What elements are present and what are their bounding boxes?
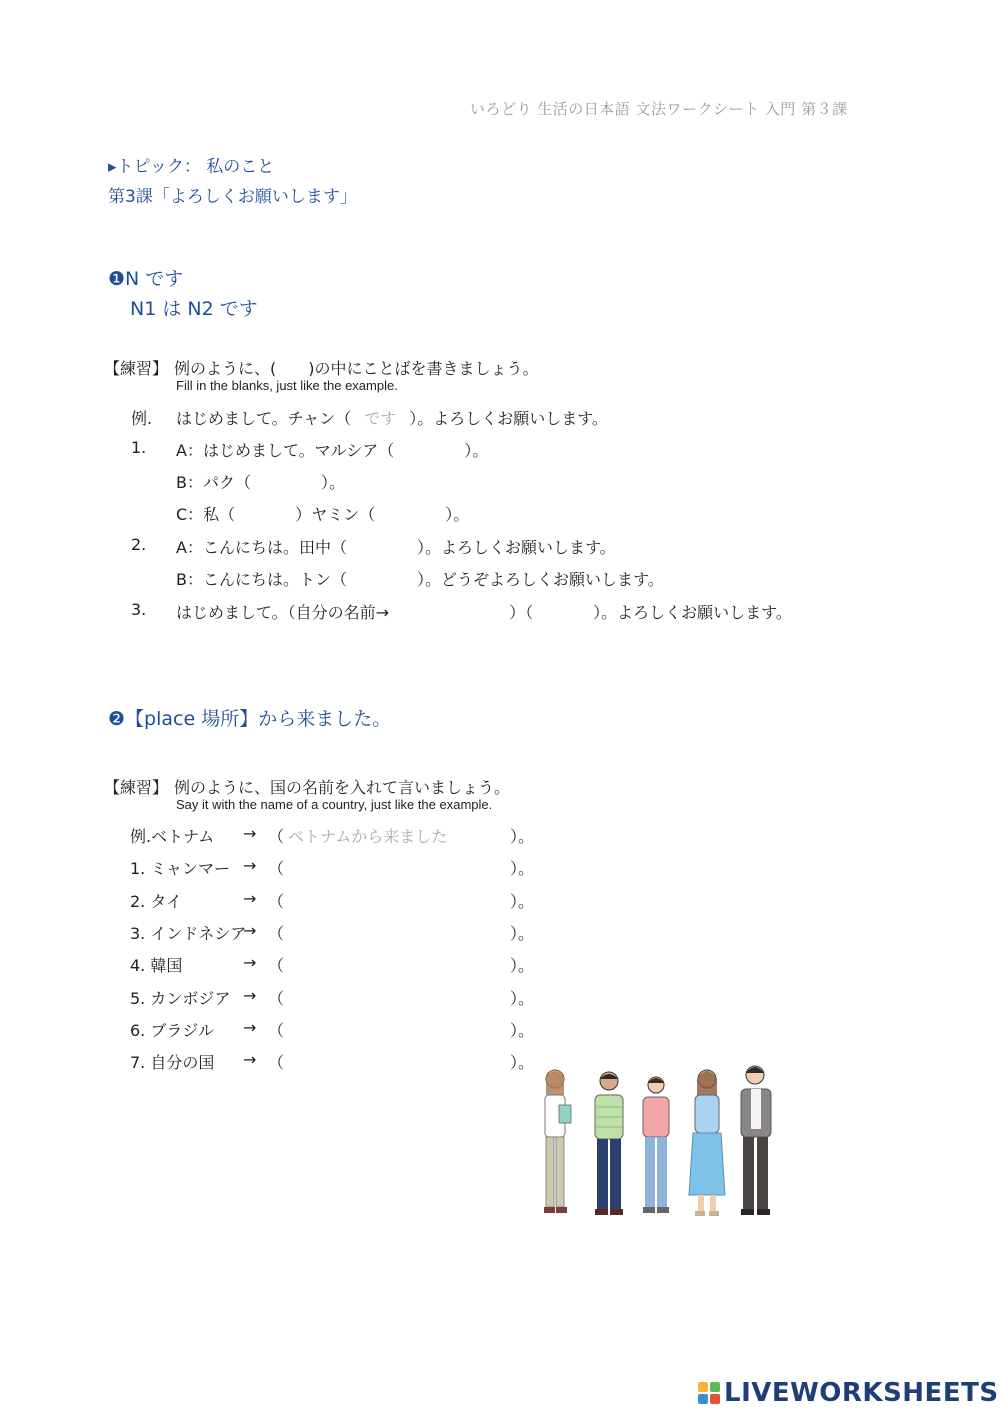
example-before: はじめまして。チャン（ bbox=[176, 409, 352, 428]
close-paren: ）。 bbox=[510, 859, 535, 878]
item-text: B：パク（ bbox=[176, 473, 251, 492]
example-number: 例. bbox=[131, 409, 153, 428]
answer-blank[interactable] bbox=[375, 506, 445, 526]
person-illustration bbox=[741, 1066, 771, 1215]
item-text: C：私（ bbox=[176, 505, 236, 524]
item-1c bbox=[176, 502, 469, 526]
item-text: A：こんにちは。田中（ bbox=[176, 538, 347, 557]
arrow-icon: → bbox=[243, 1050, 257, 1069]
item-1b bbox=[176, 470, 345, 494]
answer-blank[interactable] bbox=[235, 506, 295, 526]
section2-instruction-en: Say it with the name of a country, just like the example. bbox=[176, 797, 493, 812]
item-2b bbox=[176, 567, 664, 591]
arrow-icon: → bbox=[243, 986, 257, 1005]
item-number: 3. bbox=[131, 600, 147, 619]
section1-subtitle: N1 は N2 です bbox=[130, 298, 258, 320]
item-text: ）（ bbox=[509, 603, 534, 622]
answer-blank[interactable] bbox=[288, 856, 508, 878]
arrow-icon: → bbox=[243, 889, 257, 908]
topic-label: ▸トピック： 私のこと bbox=[108, 157, 275, 177]
arrow-icon: → bbox=[243, 1018, 257, 1037]
item-text: A：はじめまして。マルシア（ bbox=[176, 441, 395, 460]
close-paren: ）。 bbox=[510, 1053, 535, 1072]
item-2a bbox=[176, 535, 616, 559]
section1-instruction: 例のように、( )の中にことばを書きましょう。 bbox=[174, 359, 539, 378]
person-illustration bbox=[544, 1070, 571, 1213]
arrow-icon: → bbox=[243, 824, 257, 843]
open-paren: （ bbox=[268, 827, 285, 846]
item-text: B：こんにちは。トン（ bbox=[176, 570, 347, 589]
answer-blank[interactable] bbox=[288, 1018, 508, 1040]
item-text: ）。よろしくお願いします。 bbox=[416, 538, 616, 557]
section2-instruction-label: 【練習】 bbox=[104, 778, 169, 797]
item-1a bbox=[176, 438, 488, 462]
section1-instruction-label: 【練習】 bbox=[104, 359, 169, 378]
person-illustration bbox=[643, 1077, 669, 1213]
section2-instruction: 例のように、国の名前を入れて言いましょう。 bbox=[174, 778, 511, 797]
country-label: 1. ミャンマー bbox=[130, 859, 231, 878]
answer-blank[interactable] bbox=[389, 604, 509, 624]
item-number: 2. bbox=[131, 535, 147, 554]
person-illustration bbox=[595, 1072, 623, 1215]
example-after: ）。よろしくお願いします。 bbox=[409, 409, 608, 428]
item-text: ）。 bbox=[464, 441, 489, 460]
open-paren: （ bbox=[268, 892, 285, 911]
section1-title: ❶N です bbox=[108, 268, 184, 290]
answer-blank[interactable] bbox=[288, 921, 508, 943]
open-paren: （ bbox=[268, 956, 285, 975]
arrow-icon: → bbox=[243, 921, 257, 940]
answer-blank[interactable] bbox=[394, 442, 464, 462]
item-number: 1. bbox=[131, 438, 147, 457]
section2-title: ❷【place 場所】から来ました。 bbox=[108, 708, 392, 730]
country-label: 7. 自分の国 bbox=[130, 1053, 215, 1072]
country-label: 6. ブラジル bbox=[130, 1021, 214, 1040]
answer-blank[interactable] bbox=[251, 474, 321, 494]
item-text: はじめまして。（自分の名前→ bbox=[176, 603, 390, 622]
example-answer: です bbox=[364, 409, 397, 428]
open-paren: （ bbox=[268, 859, 285, 878]
open-paren: （ bbox=[268, 1053, 285, 1072]
answer-blank[interactable] bbox=[347, 539, 417, 559]
example-sentence bbox=[176, 406, 608, 429]
open-paren: （ bbox=[268, 1021, 285, 1040]
item-text: ）。 bbox=[320, 473, 345, 492]
close-paren: ）。 bbox=[510, 989, 535, 1008]
close-paren: ）。 bbox=[510, 892, 535, 911]
logo-text: LIVEWORKSHEETS bbox=[724, 1378, 999, 1408]
close-paren: ）。 bbox=[510, 924, 535, 943]
answer-blank[interactable] bbox=[288, 953, 508, 975]
open-paren: （ bbox=[268, 924, 285, 943]
country-label: 3. インドネシア bbox=[130, 924, 247, 943]
arrow-icon: → bbox=[243, 953, 257, 972]
item-text: ）。 bbox=[445, 505, 470, 524]
answer-blank[interactable] bbox=[288, 889, 508, 911]
item-text: ）。どうぞよろしくお願いします。 bbox=[416, 570, 664, 589]
country-label: 5. カンボジア bbox=[130, 989, 231, 1008]
section1-instruction-en: Fill in the blanks, just like the example. bbox=[176, 378, 398, 393]
country-label: 2. タイ bbox=[130, 892, 183, 911]
open-paren: （ bbox=[268, 989, 285, 1008]
arrow-icon: → bbox=[243, 856, 257, 875]
answer-blank[interactable] bbox=[288, 986, 508, 1008]
logo-mark-icon bbox=[698, 1382, 720, 1404]
item-text: ）ヤミン（ bbox=[295, 505, 376, 524]
country-label: 4. 韓国 bbox=[130, 956, 183, 975]
close-paren: ）。 bbox=[510, 827, 535, 846]
answer-blank[interactable] bbox=[347, 571, 417, 591]
people-illustration bbox=[535, 1065, 785, 1235]
close-paren: ）。 bbox=[510, 1021, 535, 1040]
lesson-title: 第3課「よろしくお願いします」 bbox=[108, 187, 357, 207]
worksheet-header: いろどり 生活の日本語 文法ワークシート 入門 第３課 bbox=[470, 100, 848, 118]
answer-blank[interactable] bbox=[288, 1050, 508, 1072]
liveworksheets-logo bbox=[698, 1378, 999, 1408]
close-paren: ）。 bbox=[510, 956, 535, 975]
person-illustration bbox=[689, 1070, 725, 1216]
item-text: ）。よろしくお願いします。 bbox=[593, 603, 792, 622]
item-3 bbox=[176, 600, 792, 624]
example-answer: ベトナムから来ました bbox=[288, 827, 448, 846]
country-label: 例.ベトナム bbox=[130, 827, 215, 846]
answer-blank[interactable] bbox=[533, 604, 593, 624]
